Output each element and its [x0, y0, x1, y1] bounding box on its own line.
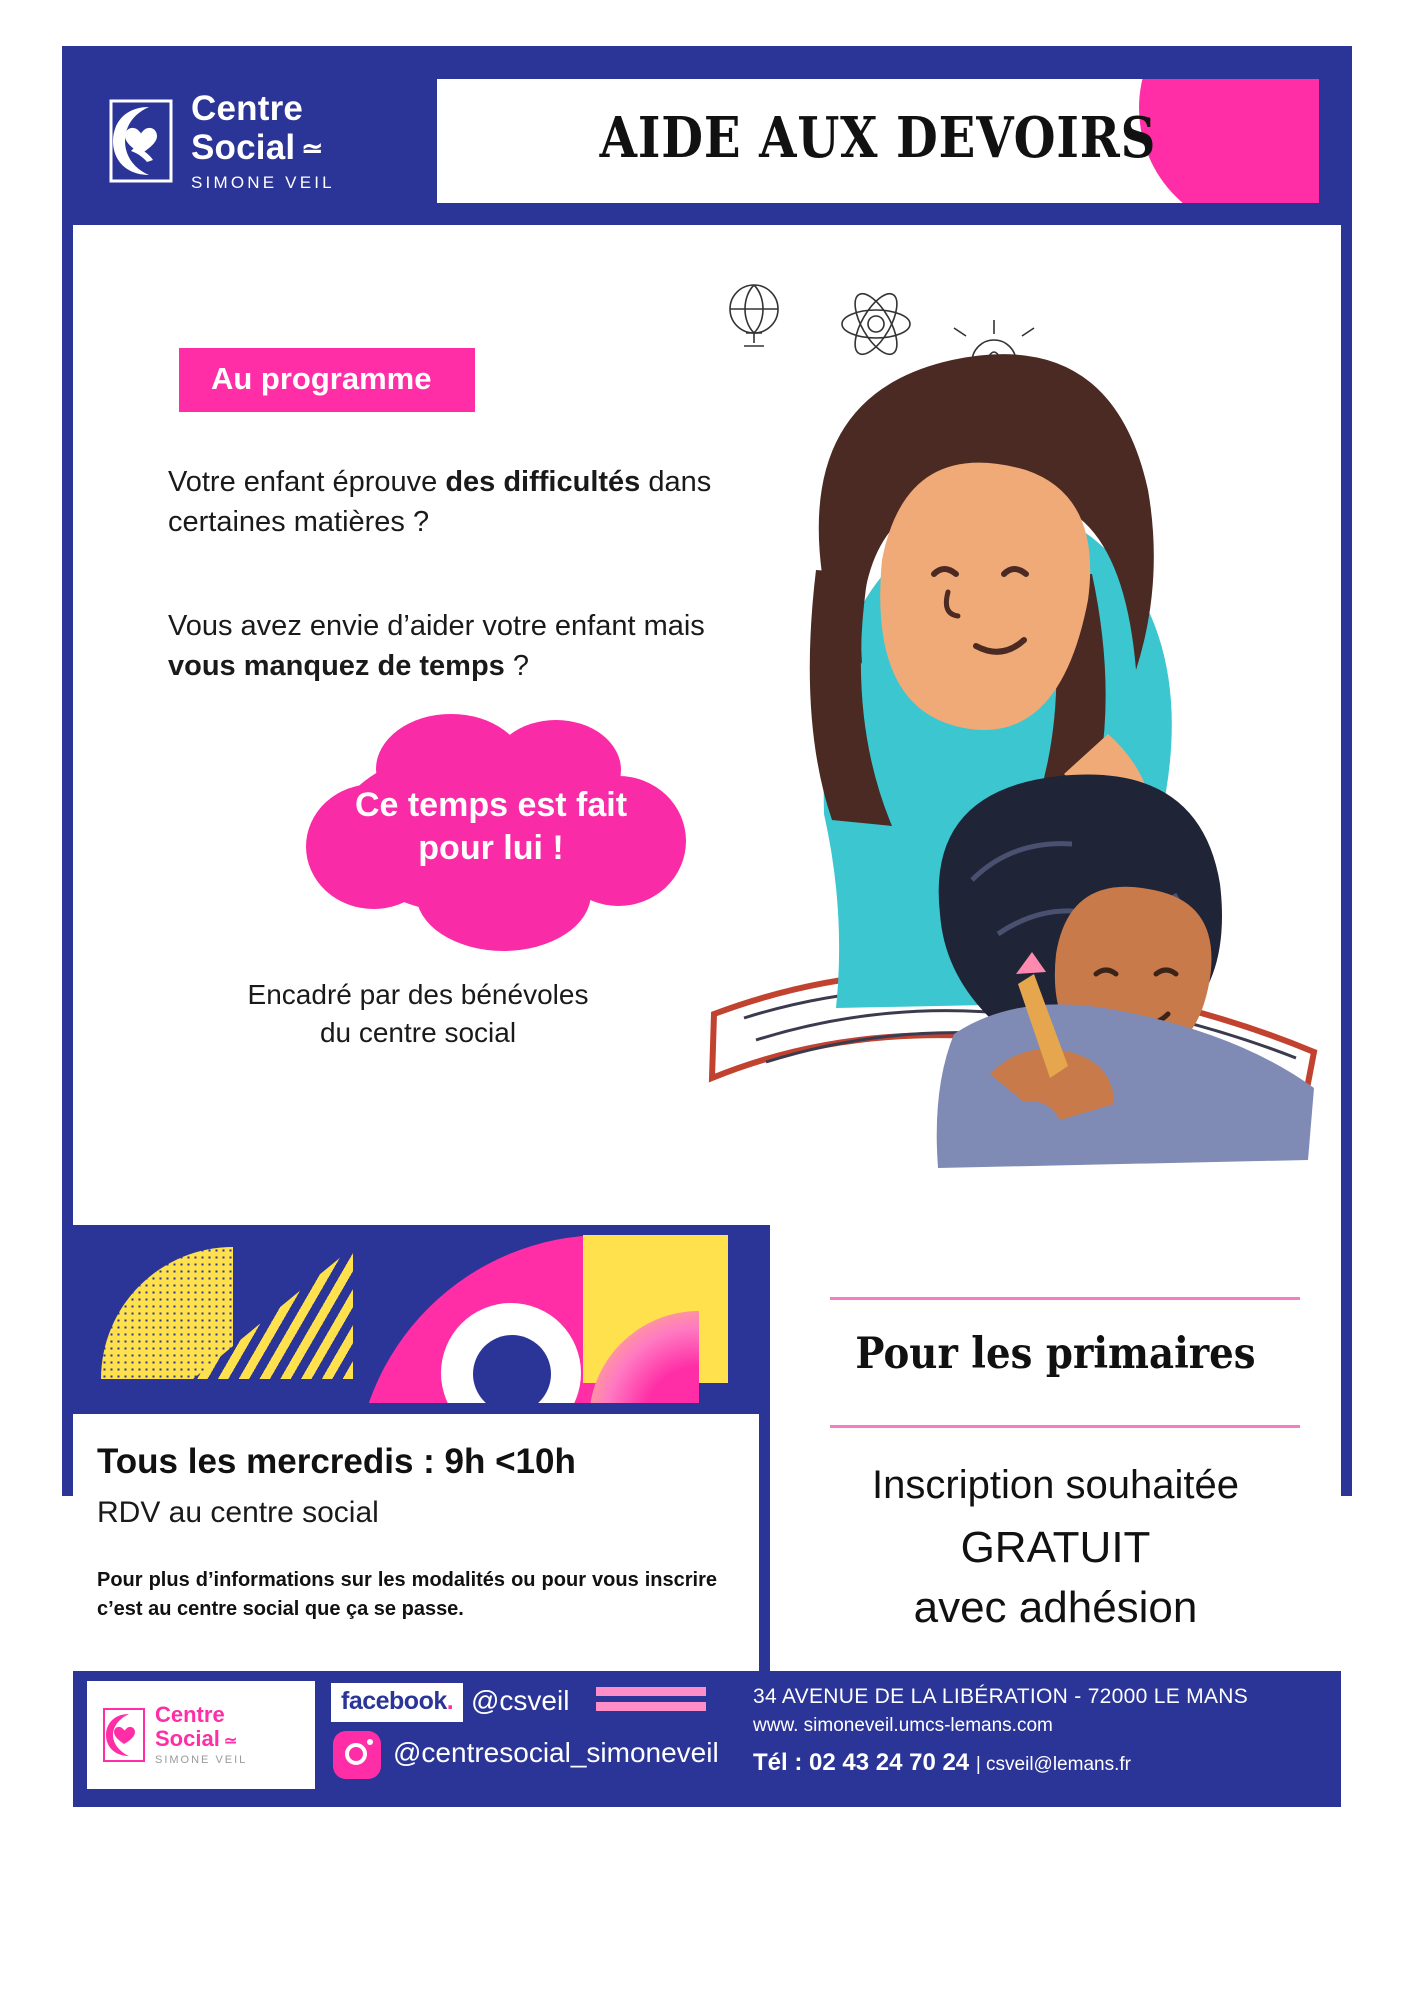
paragraph-1-part-b: des difficultés: [445, 466, 641, 498]
schedule-note: Pour plus d’informations sur les modalités ou pour vous inscrire c’est au centre social que ça se passe.: [97, 1569, 717, 1620]
footer-brand-line-3: SIMONE VEIL: [155, 1754, 248, 1766]
facebook-dot-icon: .: [446, 1687, 454, 1715]
schedule-title: Tous les mercredis : 9h <10h: [97, 1442, 576, 1481]
brand-line-1: Centre: [191, 89, 304, 128]
contact-info: [753, 1685, 1329, 1777]
programme-paragraph-2: [168, 606, 768, 686]
brand-line-2: Social ≃: [191, 128, 324, 167]
blue-circle: [473, 1335, 551, 1403]
footer-brand-line-1: Centre: [155, 1702, 225, 1727]
audience-block: [770, 1225, 1341, 1671]
facebook-badge[interactable]: [331, 1683, 463, 1722]
paragraph-1-part-a: Votre enfant éprouve: [168, 466, 446, 498]
contact-website[interactable]: www. simoneveil.umcs-lemans.com: [753, 1715, 1053, 1736]
dotted-yellow-quarter: [101, 1247, 233, 1379]
social-links: [331, 1681, 719, 1789]
contact-phone[interactable]: [753, 1749, 1329, 1777]
woman-helping-child-with-homework-illustration: [704, 274, 1324, 1194]
brand-logo: [105, 79, 425, 203]
poster-header: [73, 57, 1341, 225]
divider-top: [830, 1297, 1300, 1300]
paragraph-2-part-b: vous manquez de temps: [168, 650, 505, 683]
poster-main: [73, 225, 1341, 1225]
footer-brand-logo: [87, 1681, 315, 1789]
contact-address: 34 AVENUE DE LA LIBÉRATION - 72000 LE MANS: [753, 1685, 1249, 1708]
speech-cloud-text: [296, 784, 686, 869]
schedule-subtitle: RDV au centre social: [97, 1496, 379, 1529]
pink-bars-decoration: [596, 1687, 706, 1717]
divider-bottom: [830, 1425, 1300, 1428]
title-band: [437, 79, 1319, 203]
contact-email[interactable]: | csveil@lemans.fr: [975, 1754, 1131, 1775]
speech-cloud: [296, 706, 686, 956]
audience-line-2: GRATUIT: [960, 1523, 1151, 1572]
bubble-line-1: Ce temps est fait: [354, 786, 628, 824]
squiggle-icon: ≃: [223, 1733, 238, 1750]
geometric-collage-decoration: [73, 1225, 770, 1403]
instagram-handle[interactable]: @centresocial_simoneveil: [393, 1737, 719, 1768]
facebook-handle[interactable]: @csveil: [471, 1685, 570, 1716]
poster-main-inner: [84, 236, 1330, 1225]
footer-brand-text: [155, 1704, 247, 1766]
schedule-block: [73, 1403, 770, 1671]
phone-label: Tél : 02 43 24 70 24: [753, 1749, 970, 1776]
poster-footer: [73, 1671, 1341, 1807]
brand-logo-text: [191, 91, 335, 191]
poster: [62, 46, 1352, 1776]
volunteers-credit: [168, 976, 668, 1052]
atom-icon: [842, 288, 910, 361]
credit-line-2: du centre social: [319, 1016, 517, 1048]
programme-paragraph-1: [168, 462, 768, 542]
paragraph-2-part-a: Vous avez envie d’aider votre enfant mais: [168, 610, 705, 642]
audience-line-3: avec adhésion: [913, 1583, 1198, 1632]
globe-icon: [730, 285, 778, 346]
programme-tag: Au programme: [179, 348, 475, 412]
brand-line-3: SIMONE VEIL: [191, 173, 335, 192]
bubble-line-2: pour lui !: [418, 828, 564, 867]
credit-line-1: Encadré par des bénévoles: [247, 979, 589, 1010]
facebook-label: facebook: [341, 1687, 447, 1715]
audience-line-1: Inscription souhaitée: [872, 1463, 1239, 1507]
hand-heart-icon: [101, 1707, 147, 1763]
squiggle-icon: ≃: [301, 133, 324, 163]
page-title: AIDE AUX DEVOIRS: [599, 105, 1157, 171]
paragraph-2-part-c: ?: [504, 650, 529, 683]
paragraph-1-part-c: dans certaines matières ?: [168, 466, 712, 539]
footer-brand-line-2: Social ≃: [155, 1726, 238, 1751]
instagram-icon[interactable]: [333, 1731, 381, 1779]
hand-heart-icon: [105, 97, 177, 185]
audience-heading: Pour les primaires: [855, 1329, 1256, 1379]
